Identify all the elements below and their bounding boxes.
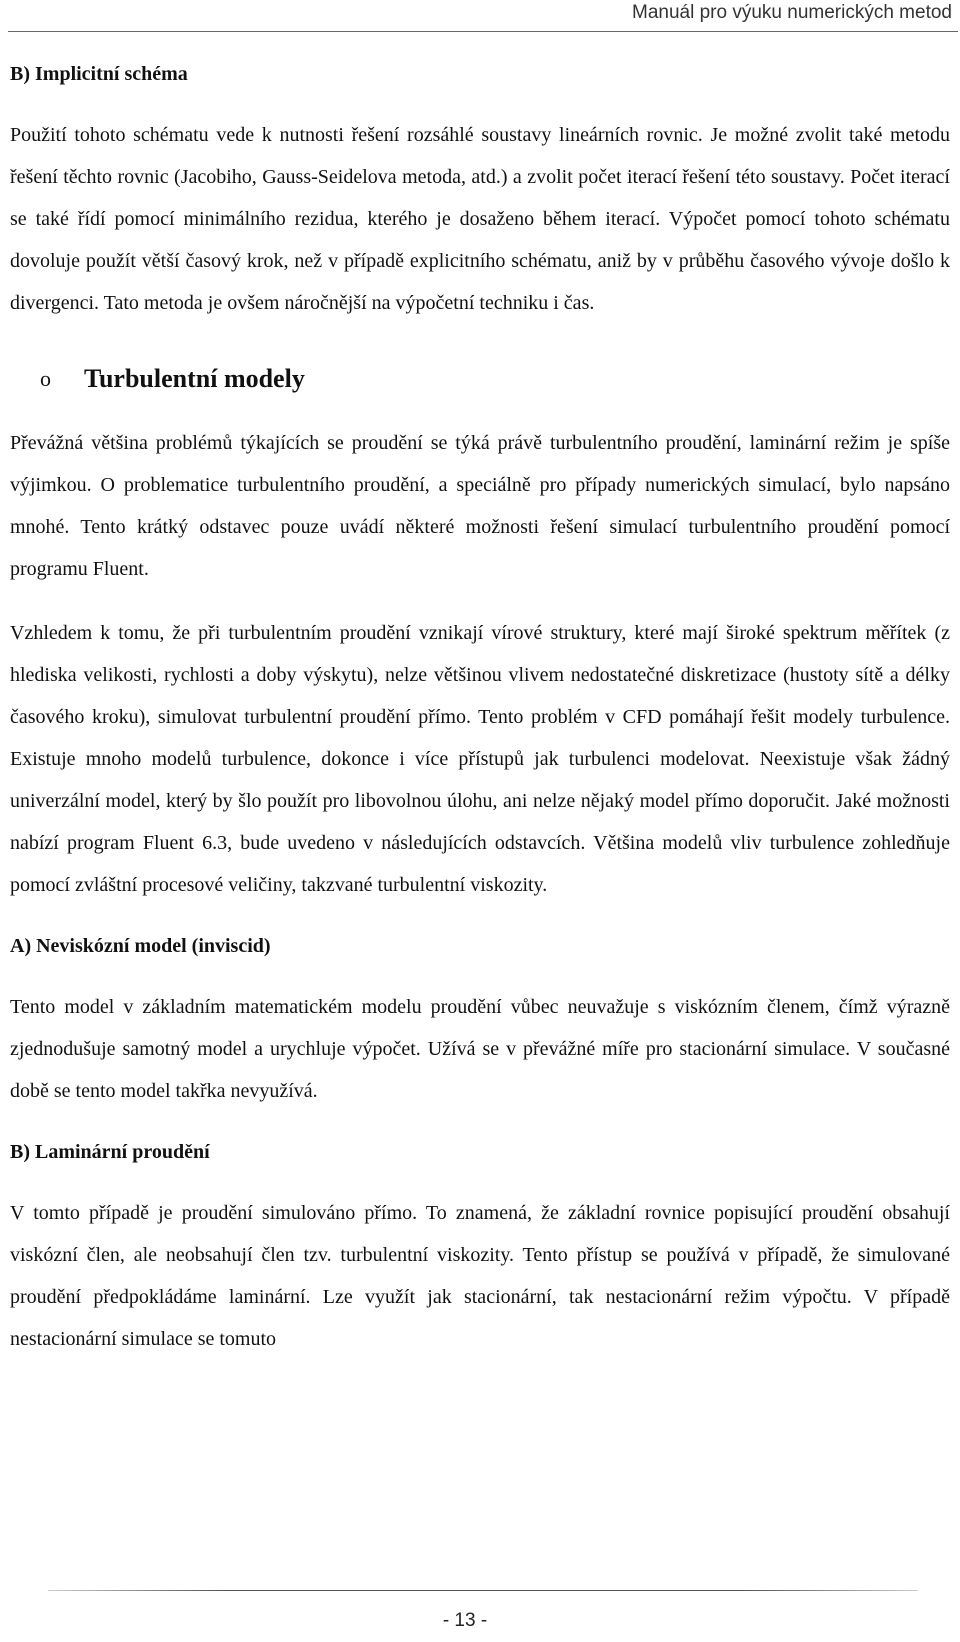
- section-title-turbulent-models: [10, 358, 950, 400]
- page-content: [10, 56, 950, 1360]
- running-header: Manuál pro výuku numerických metod: [632, 2, 952, 23]
- header-rule: [8, 31, 958, 32]
- section-title-text: Turbulentní modely: [84, 364, 305, 393]
- paragraph-implicit-scheme: Použití tohoto schématu vede k nutnosti řešení rozsáhlé soustavy lineárních rovnic. Je možné zvolit také metodu řešení těchto rovnic (Jacobiho, Gauss-Seidelova metoda, atd.) a zvolit počet iterací řešení této soustavy. Počet iterací se také řídí pomocí minimálního rezidua, kterého je dosaženo během iterací. Výpočet pomocí tohoto schématu dovoluje použít větší časový krok, než v případě explicitního schématu, aniž by v průběhu časového vývoje došlo k divergenci. Tato metoda je ovšem náročnější na výpočetní techniku i čas.: [10, 124, 950, 314]
- paragraph-turbulent-intro: Převážná většina problémů týkajících se proudění se týká právě turbulentního proudění, laminární režim je spíše výjimkou. O problematice turbulentního proudění, a speciálně pro případy numerických simulací, bylo napsáno mnohé. Tento krátký odstavec pouze uvádí některé možnosti řešení simulací turbulentního proudění pomocí programu Fluent.: [10, 432, 950, 580]
- list-bullet: o: [40, 366, 51, 391]
- heading-laminar-flow: B) Laminární proudění: [10, 1141, 210, 1163]
- paragraph-laminar-flow: V tomto případě je proudění simulováno přímo. To znamená, že základní rovnice popisující proudění obsahují viskózní člen, ale neobsahují člen tzv. turbulentní viskozity. Tento přístup se používá v případě, že simulované proudění předpokládáme laminární. Lze využít jak stacionární, tak nestacionární režim výpočtu. V případě nestacionární simulace se tomuto: [10, 1202, 950, 1350]
- heading-inviscid-model: A) Neviskózní model (inviscid): [10, 935, 271, 957]
- footer-rule: [48, 1590, 918, 1591]
- heading-implicit-scheme: B) Implicitní schéma: [10, 63, 188, 85]
- paragraph-inviscid-model: Tento model v základním matematickém modelu proudění vůbec neuvažuje s viskózním členem, čímž výrazně zjednodušuje samotný model a urychluje výpočet. Užívá se v převážné míře pro stacionární simulace. V současné době se tento model takřka nevyužívá.: [10, 996, 950, 1102]
- paragraph-turbulent-detail: Vzhledem k tomu, že při turbulentním proudění vznikají vírové struktury, které mají široké spektrum měřítek (z hlediska velikosti, rychlosti a doby výskytu), nelze většinou vlivem nedostatečné diskretizace (hustoty sítě a délky časového kroku), simulovat turbulentní proudění přímo. Tento problém v CFD pomáhají řešit modely turbulence. Existuje mnoho modelů turbulence, dokonce i více přístupů jak turbulenci modelovat. Neexistuje však žádný univerzální model, který by šlo použít pro libovolnou úlohu, ani nelze nějaký model přímo doporučit. Jaké možnosti nabízí program Fluent 6.3, bude uvedeno v následujících odstavcích. Většina modelů vliv turbulence zohledňuje pomocí zvláštní procesové veličiny, takzvané turbulentní viskozity.: [10, 622, 950, 896]
- page-number: - 13 -: [442, 1610, 488, 1631]
